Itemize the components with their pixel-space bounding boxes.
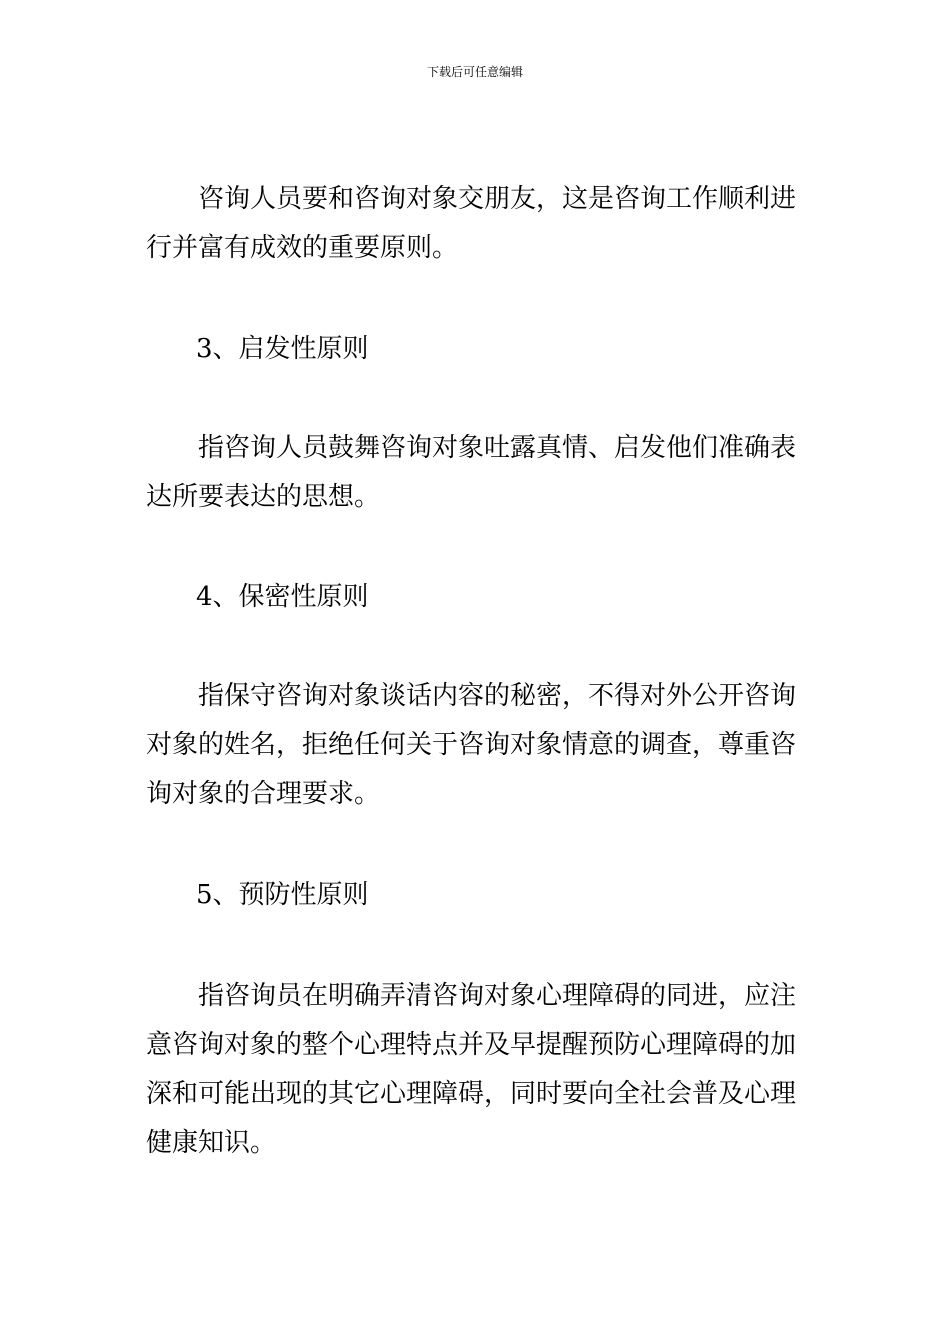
paragraph-confidentiality: 指保守咨询对象谈话内容的秘密，不得对外公开咨询对象的姓名，拒绝任何关于咨询对象情意的调查，尊重咨询对象的合理要求。 xyxy=(146,681,797,809)
paragraph-inspiration: 指咨询人员鼓舞咨询对象吐露真情、启发他们准确表达所要表达的思想。 xyxy=(146,433,797,512)
paragraph-friendship: 咨询人员要和咨询对象交朋友，这是咨询工作顺利进行并富有成效的重要原则。 xyxy=(146,184,797,263)
page-header: 下载后可任意编辑 xyxy=(426,65,523,79)
paragraph-prevention: 指咨询员在明确弄清咨询对象心理障碍的同进，应注意咨询对象的整个心理特点并及早提醒预防心理障碍的加深和可能出现的其它心理障碍，同时要向全社会普及心理健康知识。 xyxy=(146,981,797,1158)
heading-inspiration-principle: 3、启发性原则 xyxy=(196,334,369,364)
heading-prevention-principle: 5、预防性原则 xyxy=(196,880,369,910)
heading-confidentiality-principle: 4、保密性原则 xyxy=(196,582,369,612)
